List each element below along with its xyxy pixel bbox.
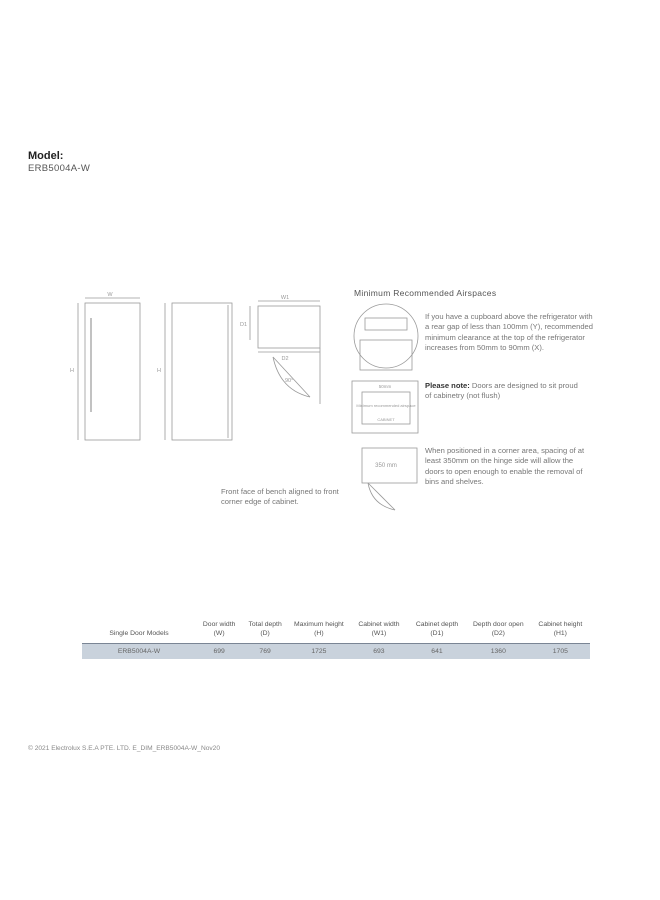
angle-label: 90°	[285, 378, 294, 384]
top-depth-label: D1	[240, 322, 248, 328]
bench-note: Front face of bench aligned to front corner edge of cabinet.	[221, 487, 339, 507]
box2-top-label: 50mm	[378, 384, 392, 389]
box3-label: 350 mm	[375, 463, 397, 469]
header-models: Single Door Models	[109, 629, 169, 637]
please-note-text: Doors are designed to sit proud of cabinetry (not flush)	[425, 381, 578, 401]
header-door-width: Door width (W)	[202, 621, 236, 637]
cell-door-width: 699	[196, 644, 242, 660]
cupboard-above	[365, 318, 407, 330]
table-header-row	[82, 621, 590, 644]
header-depth-door-open: Depth door open (D2)	[472, 621, 524, 637]
header-cabinet-width: Cabinet width (W1)	[358, 621, 400, 637]
corner-door-line	[368, 483, 395, 510]
table-row	[82, 644, 590, 660]
airspace-circle-1	[354, 304, 418, 368]
top-view-outline	[258, 306, 320, 348]
cell-total-depth: 769	[242, 644, 288, 660]
header-cabinet-depth: Cabinet depth (D1)	[415, 621, 459, 637]
cell-depth-door-open: 1360	[466, 644, 531, 660]
airspaces-title: Minimum Recommended Airspaces	[354, 288, 497, 298]
side-view-outline	[172, 303, 232, 440]
airspace-note-cupboard: If you have a cupboard above the refrigerator with a rear gap of less than 100mm (Y), recommended minimum clearance at the top of the refrigerator increases from 50mm to 90mm (X).	[425, 312, 593, 353]
cell-cabinet-width: 693	[350, 644, 408, 660]
please-note-label: Please note:	[425, 381, 470, 390]
box2-center-label: Minimum recommended airspace	[356, 403, 416, 408]
cell-cabinet-depth: 641	[408, 644, 466, 660]
front-height-label: H	[70, 368, 74, 374]
d2-label: D2	[281, 356, 289, 362]
model-label: Model:	[28, 150, 64, 162]
footer-copyright: © 2021 Electrolux S.E.A PTE. LTD. E_DIM_ERB5004A-W_Nov20	[28, 745, 221, 752]
airspace-note-corner: When positioned in a corner area, spacing of at least 350mm on the hinge side will allow the doors to open enough to enable the removal of bins and shelves.	[425, 446, 585, 487]
cell-model: ERB5004A-W	[82, 644, 196, 660]
airspace-note-please	[425, 381, 585, 402]
header-max-height: Maximum height (H)	[293, 621, 344, 637]
model-number: ERB5004A-W	[28, 163, 91, 174]
cell-max-height: 1725	[288, 644, 350, 660]
side-height-label: H	[157, 368, 161, 374]
open-door-line	[273, 357, 310, 397]
front-width-label: W	[107, 292, 113, 298]
top-width-label: W1	[280, 295, 290, 301]
specs-table	[82, 621, 590, 659]
front-view-outline	[85, 303, 140, 440]
header-cabinet-height: Cabinet height (H1)	[538, 621, 583, 637]
box2-cabinet-label: CABINET	[377, 417, 395, 422]
fridge-top-1	[360, 340, 412, 370]
header-total-depth: Total depth (D)	[248, 621, 282, 637]
cell-cabinet-height: 1705	[531, 644, 590, 660]
